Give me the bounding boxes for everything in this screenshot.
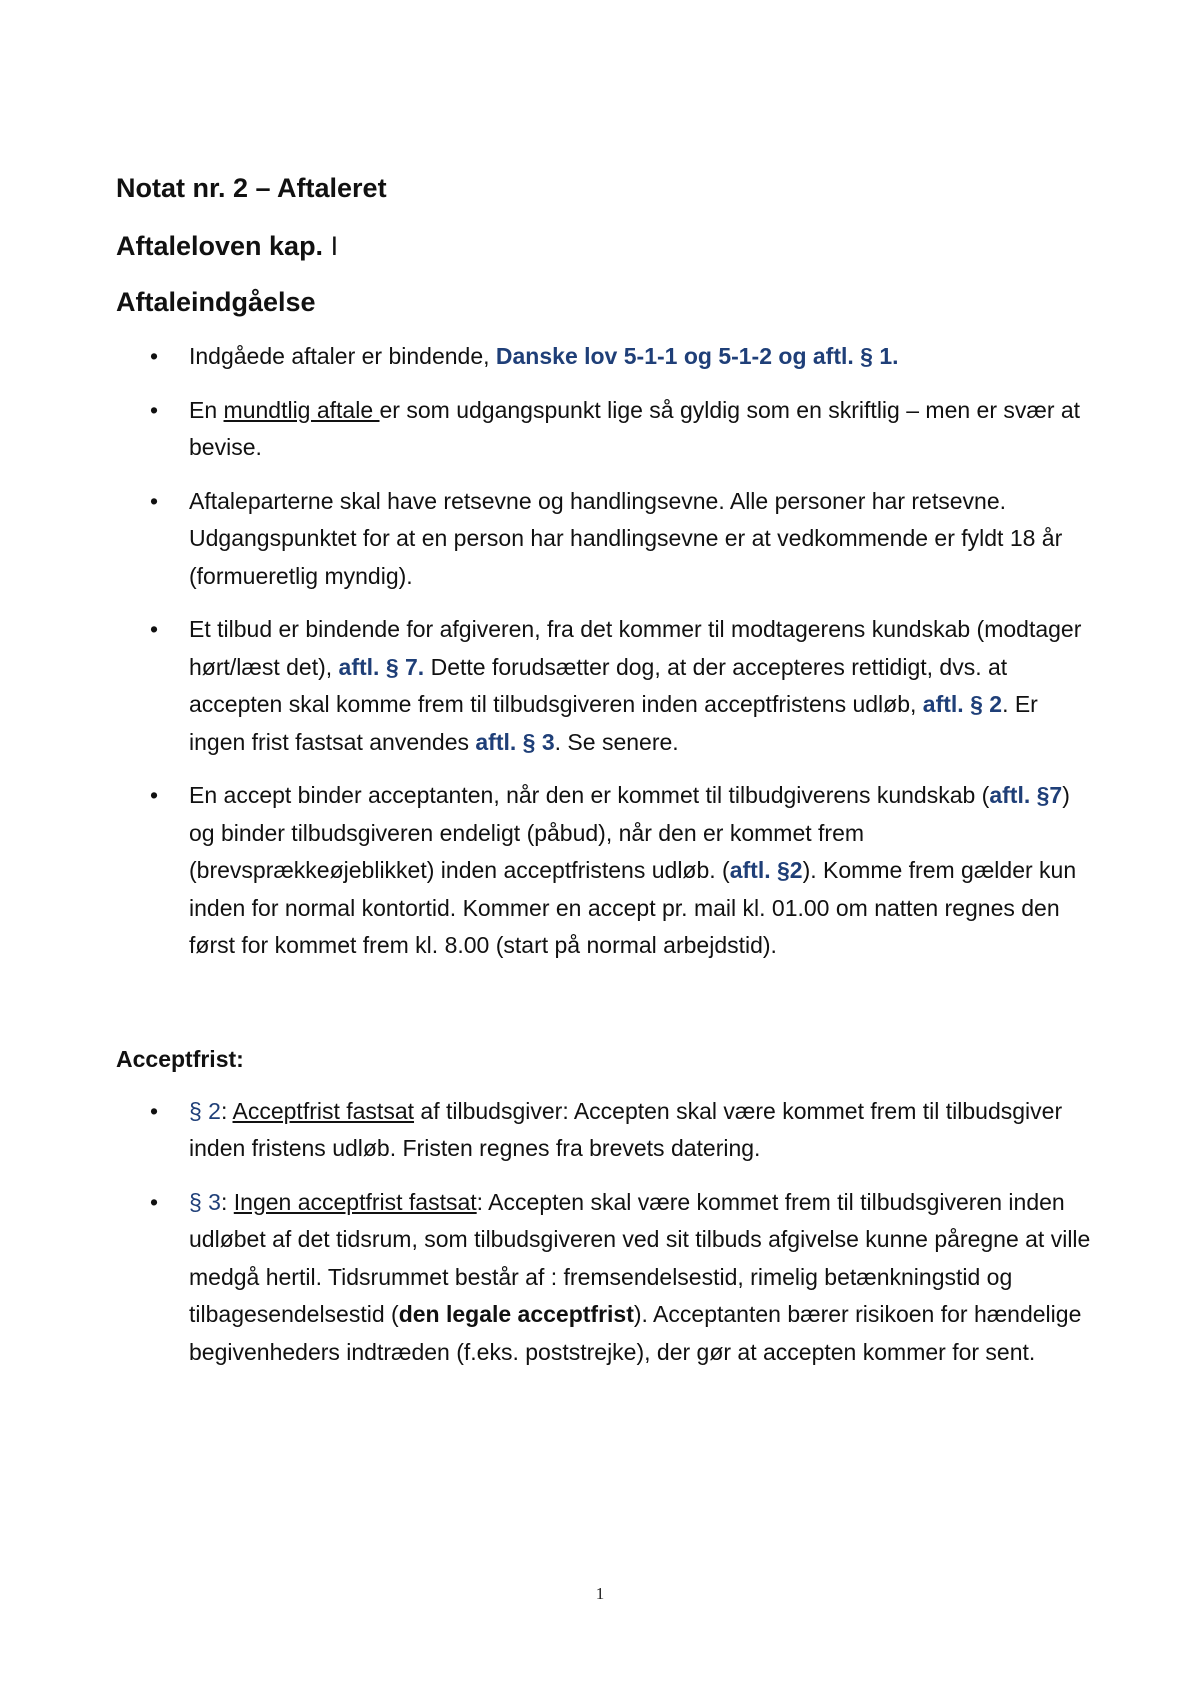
law-reference: aftl. §7 [989,782,1063,808]
text-span: af tilbudsgiver: Accepten skal være kommet frem til tilbudsgiver inden fristens udløb. Fristen regnes fra brevets datering. [189,1097,1063,1161]
law-reference: aftl. § 3 [475,728,555,755]
underlined-term: Ingen acceptfrist fastsat [233,1188,477,1215]
text-span: ). Acceptanten bærer risikoen for hændelige begivenheders indtræden (f.eks. poststrejke), der gør at accepten kommer for sent. [189,1301,1082,1365]
law-reference: aftl. § 7. [338,653,425,680]
list-item [116,338,1096,376]
bullet-icon: • [150,616,159,642]
text-span: Indgåede aftaler er bindende, [189,343,496,369]
bullet-icon: • [150,1097,159,1124]
list-item [116,1093,1096,1168]
list-item [116,392,1096,467]
bullet-icon: • [150,1188,159,1215]
law-reference: § 3 [189,1188,221,1215]
document-title: Notat nr. 2 – Aftaleret [116,173,387,203]
document-subtitle [116,228,1096,264]
text-span: ). Komme frem gælder kun inden for normal kontortid. Kommer en accept pr. mail kl. 01.00 om natten regnes den først for kommet frem kl. 8.00 (start på normal arbejdstid). [189,857,1077,958]
underlined-term: mundtlig aftale [223,396,380,423]
section-heading: Aftaleindgåelse [116,287,316,317]
text-span: Aftaleparterne skal have retsevne og handlingsevne. Alle personer har retsevne. Udgangspunktet for at en person har handlingsevne er at vedkommende er fyldt 18 år (formueretlig myndig). [189,487,1063,589]
bullet-icon: • [150,782,159,808]
text-span: ) og binder tilbudsgiveren endeligt (påbud), når den er kommet frem (brevsprækkeøjeblikket) inden acceptfristens udløb. ( [189,782,1070,883]
text-span: : [220,1188,234,1215]
list-item [116,483,1096,596]
subtitle-bold: Aftaleloven kap. [116,231,324,261]
law-reference: Danske lov 5-1-1 og 5-1-2 og aftl. § 1. [495,343,899,369]
list-item [116,1184,1096,1372]
bold-term: den legale acceptfrist [398,1301,634,1327]
subtitle-normal: I [323,231,339,261]
accept-list [116,1093,1096,1372]
list-item [116,777,1096,965]
list-item [116,611,1096,761]
text-span: : Accepten skal være kommet frem til tilbudsgiveren inden udløbet af det tidsrum, som tilbudsgiveren ved sit tilbuds afgivelse kunne påregne at ville medgå hertil. Tidsrummet består af : fremsendelsestid, rimelig betænkningstid og tilbagesendelsestid ( [189,1188,1091,1327]
law-reference: aftl. §2 [729,857,803,883]
bullet-icon: • [150,487,159,514]
law-reference: aftl. § 2 [922,691,1003,717]
text-span: : [220,1097,233,1124]
text-span: er som udgangspunkt lige så gyldig som en skriftlig – men er svær at bevise. [189,396,1081,460]
text-span: Et tilbud er bindende for afgiveren, fra det kommer til modtagerens kundskab (modtager hørt/læst det), [189,616,1082,680]
text-span: . Se senere. [554,728,679,755]
bullet-icon: • [150,396,159,423]
text-span: En accept binder acceptanten, når den er kommet til tilbudgiverens kundskab ( [189,782,990,808]
bullet-icon: • [150,343,159,369]
bullet-list [116,338,1096,965]
text-span: . Er ingen frist fastsat anvendes [189,691,1038,755]
text-span: En [189,396,224,423]
accept-heading: Acceptfrist: [116,1045,244,1072]
underlined-term: Acceptfrist fastsat [232,1097,415,1124]
text-span: Dette forudsætter dog, at der accepteres rettidigt, dvs. at accepten skal komme frem til tilbudsgiveren inden acceptfristens udløb, [189,653,1008,717]
page-number: 1 [595,1584,605,1603]
law-reference: § 2 [189,1097,221,1124]
document-page [116,170,1096,1387]
